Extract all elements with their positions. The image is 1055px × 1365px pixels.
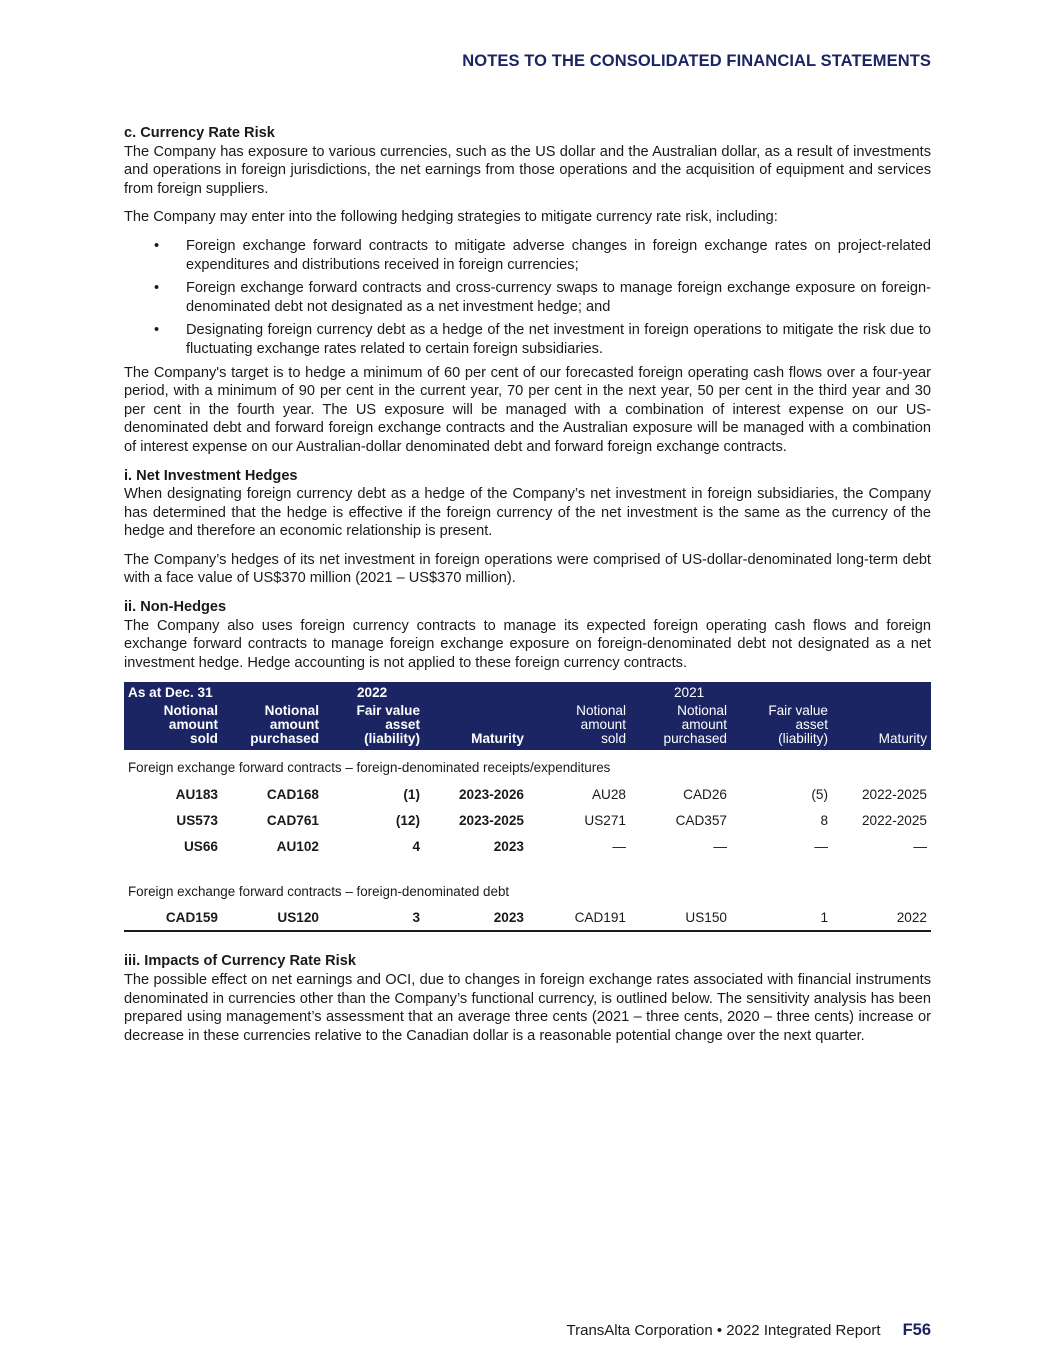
paragraph: When designating foreign currency debt as a hedge of the Company’s net investment in foreign subsidiaries, the Company has determined that the hedge is effective if the foreign currency of the net investment is the same as the currency of the hedge and therefore an economic relationship is present. [124, 486, 931, 540]
table-row: AU183 CAD168 (1) 2023-2026 AU28 CAD26 (5) 2022-2025 [175, 787, 927, 803]
report-name: TransAlta Corporation • 2022 Integrated Report [566, 1322, 881, 1339]
page-footer [124, 1321, 931, 1340]
bullet-icon: • [154, 280, 160, 297]
hedging-strategy-list [124, 237, 931, 359]
column-header: Maturity [471, 731, 524, 747]
column-header: Notional amount purchased [250, 703, 319, 747]
column-header: Notional amount purchased [663, 703, 727, 747]
table-row: US573 CAD761 (12) 2023-2025 US271 CAD357 8 2022-2025 [176, 813, 927, 829]
main-content [124, 124, 931, 1045]
page-number: F56 [902, 1321, 931, 1339]
year-2021-header: 2021 [674, 685, 705, 701]
paragraph: The Company has exposure to various currencies, such as the US dollar and the Australian dollar, as a result of investments and operations in foreign jurisdictions, the net earnings from those operations and the acquisition of equipment and services from foreign suppliers. [124, 143, 931, 197]
column-header: Notional amount sold [576, 703, 626, 747]
section-title-impacts: iii. Impacts of Currency Rate Risk [124, 953, 356, 970]
year-2022-header: 2022 [357, 685, 388, 701]
section-title-non-hedges: ii. Non-Hedges [124, 599, 227, 616]
paragraph: The Company may enter into the following hedging strategies to mitigate currency rate risk, including: [124, 209, 778, 226]
bullet-icon: • [154, 237, 160, 254]
table-row: CAD159 US120 3 2023 CAD191 US150 1 2022 [124, 906, 931, 931]
column-header: Fair value asset (liability) [768, 703, 828, 747]
paragraph: The Company also uses foreign currency contracts to manage its expected foreign operating cash flows and foreign exchange forward contracts to manage foreign exchange exposure on foreign-denominated debt not designated as a net investment hedge. Hedge accounting is not applied to these foreign currency contracts. [124, 617, 931, 671]
section-title-currency-rate-risk: c. Currency Rate Risk [124, 125, 275, 141]
table-group-caption: Foreign exchange forward contracts – foreign-denominated receipts/expenditures [128, 760, 611, 776]
column-header: Notional amount sold [163, 703, 218, 747]
paragraph: The Company’s hedges of its net investment in foreign operations were comprised of US-dollar-denominated long-term debt with a face value of US$370 million (2021 – US$370 million). [124, 551, 931, 587]
column-header: Fair value asset (liability) [356, 703, 420, 747]
paragraph: The Company's target is to hedge a minimum of 60 per cent of our forecasted foreign operating cash flows over a four-year period, with a minimum of 90 per cent in the current year, 70 per cent in the next year, 50 per cent in the third year and 30 per cent in the fourth year. The US exposure will be managed with a combination of interest expense on our US-denominated debt and forward foreign exchange contracts and the Australian exposure will be managed with a combination of interest expense on our Australian-dollar denominated debt and forward foreign exchange contracts. [124, 364, 931, 455]
fx-contracts-table [124, 682, 931, 932]
list-item: • Foreign exchange forward contracts to mitigate adverse changes in foreign exchange rates on project-related expenditures and distributions received in foreign currencies; [154, 237, 931, 273]
list-item: • Foreign exchange forward contracts and cross-currency swaps to manage foreign exchange exposure on foreign-denominated debt not designated as a net investment hedge; and [154, 280, 931, 315]
page-header: NOTES TO THE CONSOLIDATED FINANCIAL STATEMENTS [462, 52, 931, 70]
table-row: US66 AU102 4 2023 — — — — [183, 839, 927, 855]
section-title-net-investment-hedges: i. Net Investment Hedges [124, 467, 298, 484]
list-item: • Designating foreign currency debt as a hedge of the net investment in foreign operations to mitigate the risk due to fluctuating exchange rates related to certain foreign subsidiaries. [154, 322, 931, 357]
column-header: Maturity [878, 731, 927, 747]
table-group-caption: Foreign exchange forward contracts – foreign-denominated debt [128, 884, 510, 900]
paragraph: The possible effect on net earnings and OCI, due to changes in foreign exchange rates associated with financial instruments denominated in currencies other than the Company’s functional currency, is outlined below. The sensitivity analysis has been prepared using management’s assessment that an average three cents (2021 – three cents, 2020 – three cents) increase or decrease in these currencies relative to the Canadian dollar is a reasonable potential change over the next quarter. [124, 972, 931, 1044]
as-at-label: As at Dec. 31 [128, 685, 213, 701]
bullet-icon: • [154, 322, 160, 339]
